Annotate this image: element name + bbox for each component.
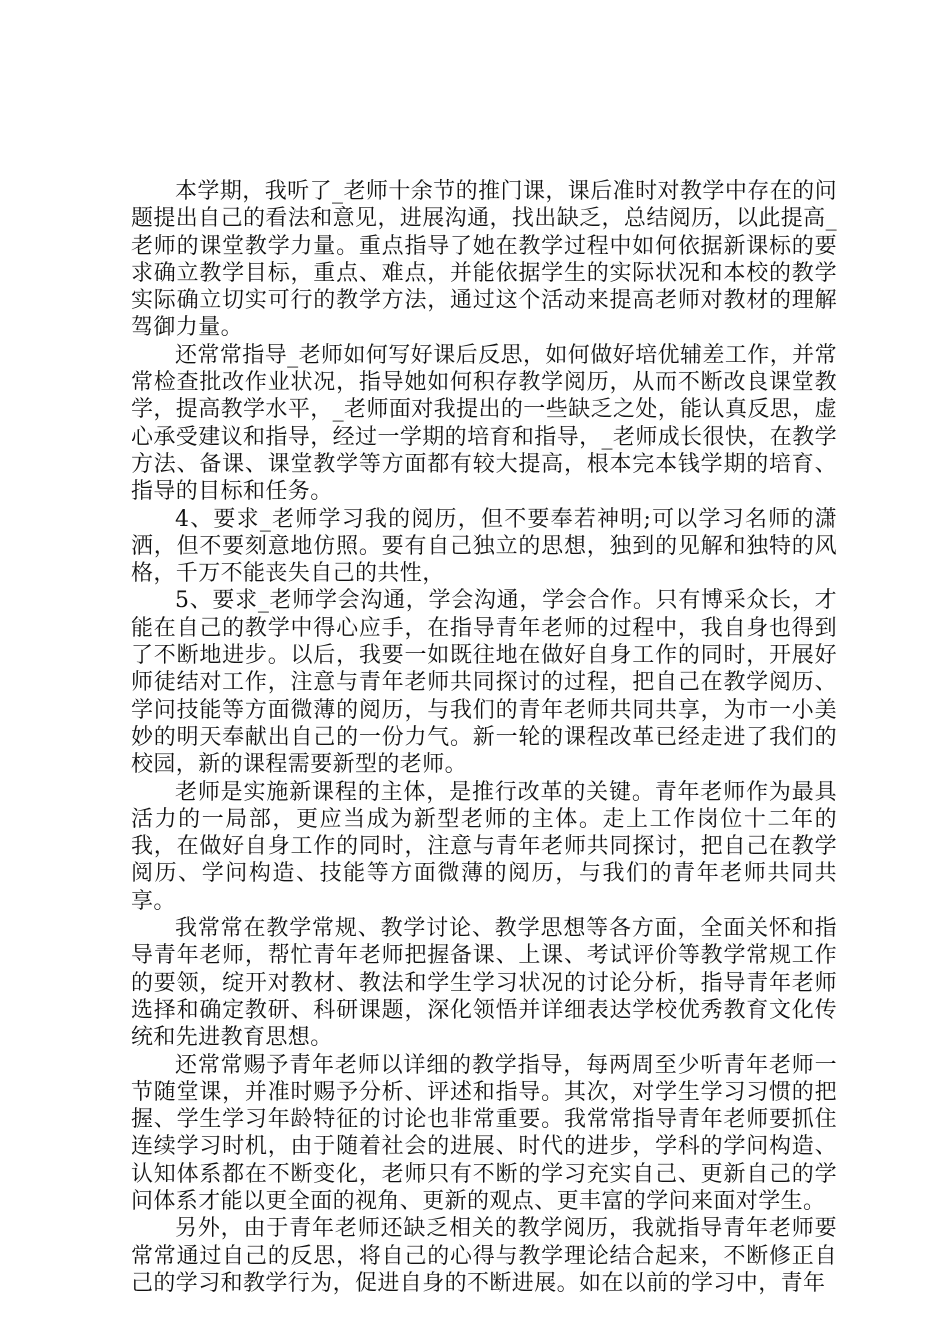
paragraph-4: 5、要求_老师学会沟通，学会沟通，学会合作。只有博采众长，才能在自己的教学中得心应手，在指导青年老师的过程中，我自身也得到了不断地进步。以后，我要一如既往地在做好自身工作的同时，开展好师徒结对工作，注意与青年老师共同探讨的过程，把自己在教学阅历、学问技能等方面微薄的阅历，与我们的青年老师共同共享，为市一小美妙的明天奉献出自己的一份力气。新一轮的课程改革已经走进了我们的校园，新的课程需要新型的老师。 — [131, 588, 837, 778]
paragraph-6: 我常常在教学常规、教学讨论、教学思想等各方面，全面关怀和指导青年老师，帮忙青年老师把握备课、上课、考试评价等教学常规工作的要领，绽开对教材、教法和学生学习状况的讨论分析，指导青年老师选择和确定教研、科研课题，深化领悟并详细表达学校优秀教育文化传统和先进教育思想。 — [131, 916, 837, 1051]
paragraph-7: 还常常赐予青年老师以详细的教学指导，每两周至少听青年老师一节随堂课，并准时赐予分析、评述和指导。其次，对学生学习习惯的把握、学生学习年龄特征的讨论也非常重要。我常常指导青年老师要抓住连续学习时机，由于随着社会的进展、时代的进步，学科的学问构造、认知体系都在不断变化，老师只有不断的学习充实自己、更新自己的学问体系才能以更全面的视角、更新的观点、更丰富的学问来面对学生。 — [131, 1052, 837, 1214]
paragraph-1: 本学期，我听了_老师十余节的推门课，课后准时对教学中存在的问题提出自己的看法和意见，进展沟通，找出缺乏，总结阅历，以此提高_老师的课堂教学力量。重点指导了她在教学过程中如何依据新课标的要求确立教学目标，重点、难点，并能依据学生的实际状况和本校的教学实际确立切实可行的教学方法，通过这个活动来提高老师对教材的理解驾御力量。 — [131, 179, 837, 341]
document-body — [131, 178, 837, 1297]
paragraph-3: 4、要求_老师学习我的阅历，但不要奉若神明;可以学习名师的潇洒，但不要刻意地仿照。要有自己独立的思想，独到的见解和独特的风格，千万不能丧失自己的共性， — [131, 506, 837, 587]
paragraph-8: 另外，由于青年老师还缺乏相关的教学阅历，我就指导青年老师要常常通过自己的反思，将自己的心得与教学理论结合起来，不断修正自己的学习和教学行为，促进自身的不断进展。如在以前的学习中，青年 — [131, 1216, 837, 1296]
paragraph-2: 还常常指导_老师如何写好课后反思，如何做好培优辅差工作，并常常检查批改作业状况，指导她如何积存教学阅历，从而不断改良课堂教学，提高教学水平，_老师面对我提出的一些缺乏之处，能认真反思，虚心承受建议和指导，经过一学期的培育和指导，_老师成长很快，在教学方法、备课、课堂教学等方面都有较大提高，根本完本钱学期的培育、指导的目标和任务。 — [131, 342, 837, 505]
paragraph-5: 老师是实施新课程的主体，是推行改革的关键。青年老师作为最具活力的一局部，更应当成为新型老师的主体。走上工作岗位十二年的我，在做好自身工作的同时，注意与青年老师共同探讨，把自己在教学阅历、学问构造、技能等方面微薄的阅历，与我们的青年老师共同共享。 — [131, 779, 837, 914]
